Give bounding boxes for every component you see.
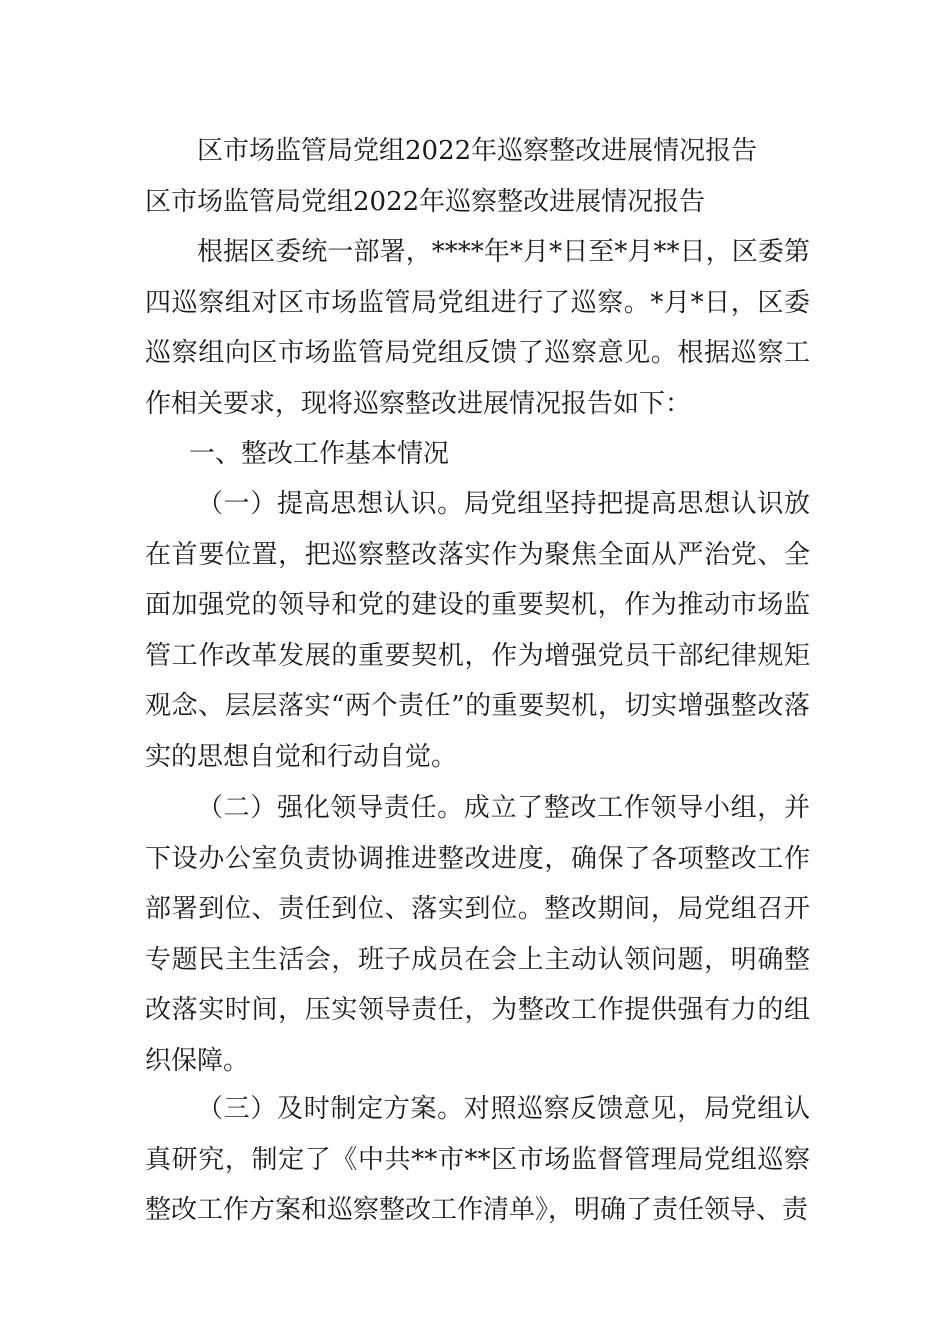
paragraph-leadership-responsibility: （二）强化领导责任。成立了整改工作领导小组，并下设办公室负责协调推进整改进度，确保了各项整改工作部署到位、责任到位、落实到位。整改期间，局党组召开专题民主生活会，班子成员在会上主动认领问题，明确整改落实时间，压实领导责任，为整改工作提供强有力的组织保障。 bbox=[145, 793, 810, 1076]
document-title: 区市场监管局党组2022年巡察整改进展情况报告 bbox=[197, 136, 758, 166]
document-subtitle: 区市场监管局党组2022年巡察整改进展情况报告 bbox=[145, 187, 706, 217]
section-heading: 一、整改工作基本情况 bbox=[189, 439, 450, 469]
intro-paragraph: 根据区委统一部署，****年*月*日至*月**日，区委第四巡察组对区市场监管局党组进行了巡察。*月*日，区委巡察组向区市场监管局党组反馈了巡察意见。根据巡察工作相关要求，现将巡察整改进展情况报告如下： bbox=[145, 237, 810, 419]
paragraph-raise-awareness: （一）提高思想认识。局党组坚持把提高思想认识放在首要位置，把巡察整改落实作为聚焦全面从严治党、全面加强党的领导和党的建设的重要契机，作为推动市场监管工作改革发展的重要契机，作为增强党员干部纪律规矩观念、层层落实“两个责任”的重要契机，切实增强整改落实的思想自觉和行动自觉。 bbox=[145, 489, 810, 772]
paragraph-formulate-plan: （三）及时制定方案。对照巡察反馈意见，局党组认真研究，制定了《中共**市**区市场监督管理局党组巡察整改工作方案和巡察整改工作清单》，明确了责任领导、责 bbox=[145, 1094, 810, 1226]
